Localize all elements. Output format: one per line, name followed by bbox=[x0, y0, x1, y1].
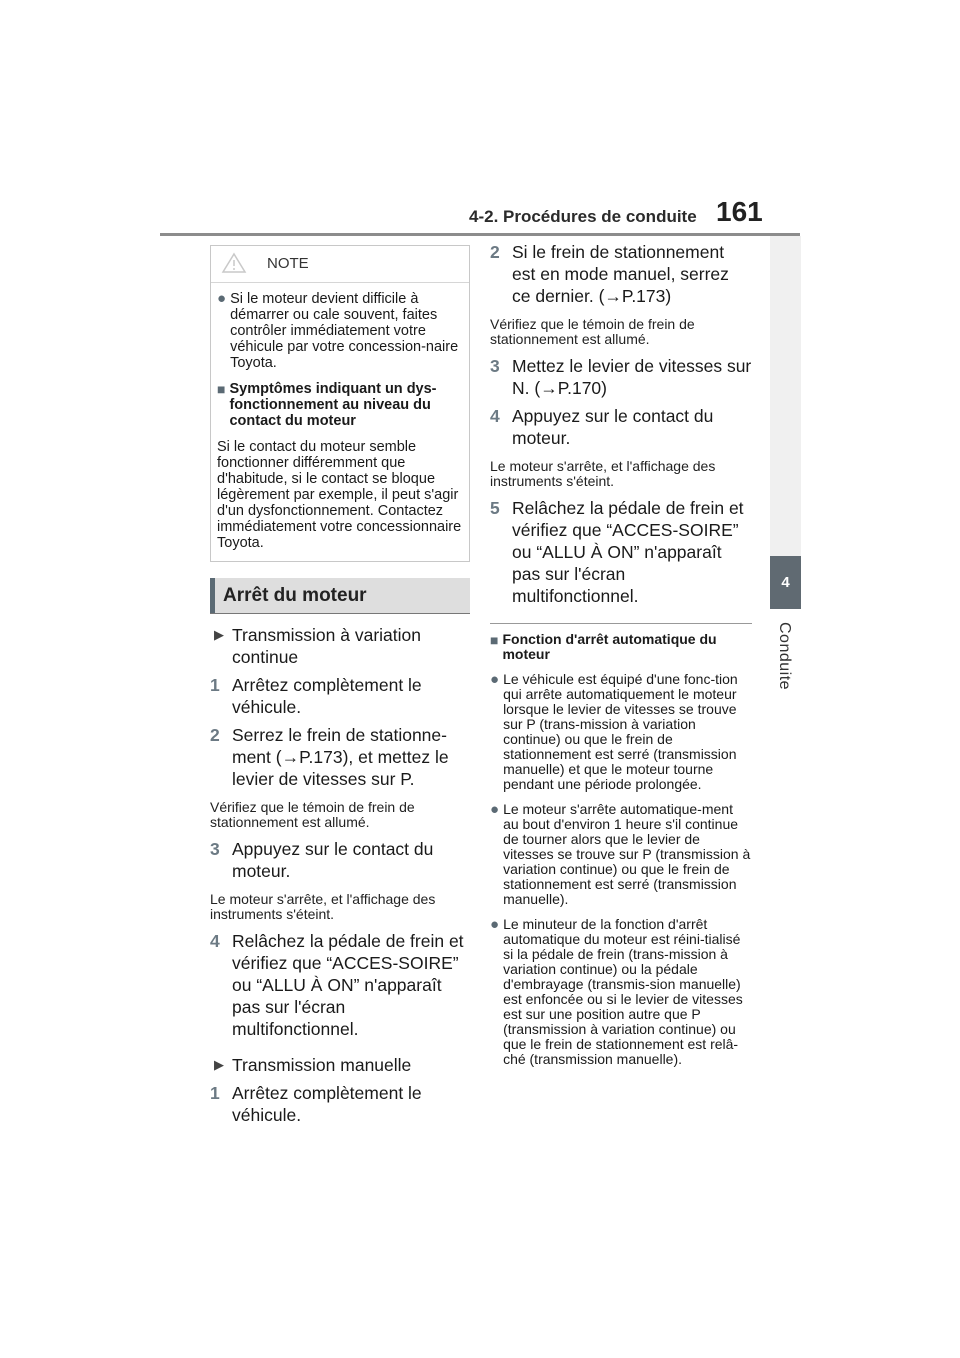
bullet-dot-icon: ● bbox=[490, 801, 500, 818]
left-column bbox=[210, 245, 470, 1126]
step-text: Serrez le frein de stationne-ment (→P.173), et mettez le levier de vitesses sur P. bbox=[232, 725, 449, 789]
step-note: Le moteur s'arrête, et l'affichage des instruments s'éteint. bbox=[210, 891, 436, 922]
step-3 bbox=[210, 838, 470, 882]
bullet-dot-icon: ● bbox=[217, 290, 227, 307]
chapter-label: Conduite bbox=[776, 622, 793, 691]
step-1 bbox=[210, 674, 470, 718]
step-number: 3 bbox=[490, 356, 500, 376]
square-bullet-icon: ■ bbox=[490, 632, 499, 648]
step-number: 3 bbox=[210, 839, 220, 859]
step-number: 2 bbox=[210, 725, 220, 745]
step-number: 5 bbox=[490, 498, 500, 518]
page-number: 161 bbox=[716, 196, 763, 227]
step-4 bbox=[210, 930, 470, 1040]
section-title: 4-2. Procédures de conduite bbox=[469, 207, 697, 226]
manual-label: Transmission manuelle bbox=[232, 1055, 412, 1075]
auto-stop-bullet bbox=[490, 917, 752, 1067]
step-text: Appuyez sur le contact du moteur. bbox=[232, 839, 434, 881]
manual-subsection bbox=[214, 1054, 470, 1076]
section-divider bbox=[490, 623, 752, 624]
note-subheading bbox=[217, 381, 463, 429]
step-2-manual bbox=[490, 241, 752, 307]
step-number: 1 bbox=[210, 1083, 220, 1103]
auto-stop-bullet-text: Le moteur s'arrête automatique-ment au bout d'environ 1 heure s'il continue de tourner alors que le levier de vitesses se trouve sur P (transmission à variation continue) ou que le frein de stationnement est serré (transmission manuelle). bbox=[503, 801, 751, 907]
auto-stop-heading bbox=[490, 632, 752, 662]
note-header bbox=[211, 252, 469, 283]
step-number: 2 bbox=[490, 242, 500, 262]
chapter-tab[interactable]: 4 bbox=[770, 556, 801, 609]
step-note: Vérifiez que le témoin de frein de stationnement est allumé. bbox=[490, 316, 695, 347]
step-text: Appuyez sur le contact du moteur. bbox=[512, 406, 714, 448]
note-bullet bbox=[217, 291, 463, 371]
triangle-bullet-icon: ▶ bbox=[214, 1057, 224, 1072]
bullet-dot-icon: ● bbox=[490, 916, 500, 933]
cvt-label: Transmission à variation continue bbox=[232, 625, 422, 667]
header-divider bbox=[160, 233, 800, 236]
step-2 bbox=[210, 724, 470, 790]
auto-stop-bullet bbox=[490, 672, 752, 792]
heading-underline bbox=[210, 613, 470, 614]
step-text: Si le frein de stationnement est en mode manuel, serrez ce dernier. (→P.173) bbox=[512, 242, 729, 306]
note-title: NOTE bbox=[267, 254, 309, 272]
note-subheading-text: Symptômes indiquant un dys-fonctionnement au niveau du contact du moteur bbox=[229, 381, 437, 429]
square-bullet-icon: ■ bbox=[217, 381, 226, 397]
step-1-manual bbox=[210, 1082, 470, 1126]
step-4-manual bbox=[490, 405, 752, 449]
auto-stop-bullet bbox=[490, 802, 752, 907]
side-tab-track bbox=[770, 236, 801, 556]
page-header bbox=[0, 0, 960, 240]
section-heading-text: Arrêt du moteur bbox=[223, 584, 367, 606]
step-note: Vérifiez que le témoin de frein de stationnement est allumé. bbox=[210, 799, 415, 830]
right-column bbox=[490, 242, 752, 1077]
step-5-manual bbox=[490, 497, 752, 607]
warning-icon bbox=[221, 252, 247, 274]
auto-stop-heading-text: Fonction d'arrêt automatique du moteur bbox=[502, 631, 717, 662]
auto-stop-bullet-text: Le minuteur de la fonction d'arrêt automatique du moteur est réini-tialisé si la pédale de frein (trans-mission à variation continue) ou la pédale d'embrayage (transmis-sion manuelle) est enfoncée ou si le levier de vitesses est sur une position autre que P (transmission à variation continue) ou que le frein de stationnement est relâ-ché (transmission manuelle). bbox=[503, 916, 743, 1067]
cvt-subsection bbox=[214, 624, 470, 668]
step-note: Le moteur s'arrête, et l'affichage des instruments s'éteint. bbox=[490, 458, 716, 489]
step-text: Relâchez la pédale de frein et vérifiez que “ACCES-SOIRE” ou “ALLU À ON” n'apparaît pas sur l'écran multifonctionnel. bbox=[232, 931, 464, 1039]
note-paragraph: Si le contact du moteur semble fonctionner différemment que d'habitude, si le contact se bloque légèrement par exemple, il peut s'agir d'un dysfonctionnement. Contactez immédiatement votre concessionnaire Toyota. bbox=[217, 439, 462, 551]
step-number: 4 bbox=[210, 931, 220, 951]
step-text: Mettez le levier de vitesses sur N. (→P.170) bbox=[512, 356, 752, 398]
auto-stop-bullet-text: Le véhicule est équipé d'une fonc-tion qui arrête automatiquement le moteur lorsque le levier de vitesses se trouve sur P (trans-mission à variation continue) ou que le frein de stationnement est serré (transmission manuelle) et que le moteur tourne pendant une période prolongée. bbox=[503, 671, 738, 792]
step-3-manual bbox=[490, 355, 752, 399]
step-text: Arrêtez complètement le véhicule. bbox=[232, 675, 422, 717]
triangle-bullet-icon: ▶ bbox=[214, 627, 224, 642]
note-bullet-text: Si le moteur devient difficile à démarrer ou cale souvent, faites contrôler immédiatement votre véhicule par votre concession-naire Toyota. bbox=[230, 291, 459, 371]
section-heading bbox=[210, 578, 470, 613]
step-text: Arrêtez complètement le véhicule. bbox=[232, 1083, 422, 1125]
step-number: 1 bbox=[210, 675, 220, 695]
step-number: 4 bbox=[490, 406, 500, 426]
step-text: Relâchez la pédale de frein et vérifiez que “ACCES-SOIRE” ou “ALLU À ON” n'apparaît pas sur l'écran multifonctionnel. bbox=[512, 498, 744, 606]
bullet-dot-icon: ● bbox=[490, 671, 500, 688]
note-box bbox=[210, 245, 470, 562]
